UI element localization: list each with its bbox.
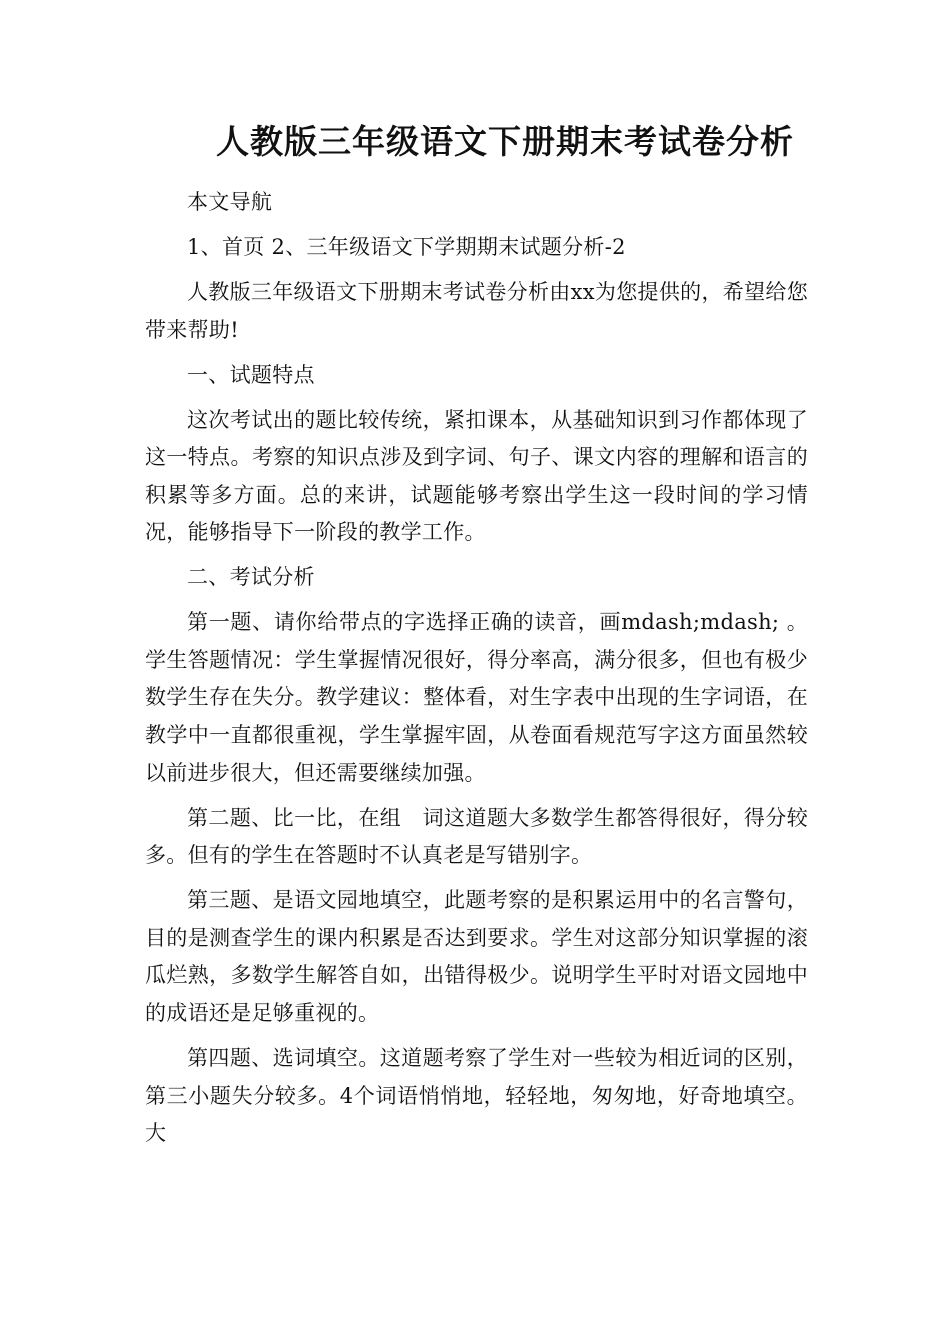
section-heading-features: 一、试题特点 xyxy=(187,362,315,387)
paragraph-question-4: 第四题、选词填空。这道题考察了学生对一些较为相近词的区别，第三小题失分较多。4个词语悄悄地，轻轻地，匆匆地，好奇地填空。大 xyxy=(145,1045,808,1146)
document-body xyxy=(145,184,808,1160)
paragraph-question-1: 第一题、请你给带点的字选择正确的读音，画mdash;mdash; 。学生答题情况：学生掌握情况很好，得分率高，满分很多，但也有极少数学生存在失分。教学建议：整体看，对生字表中出现的生字词语，在教学中一直都很重视，学生掌握牢固，从卷面看规范写字这方面虽然较以前进步很大，但还需要继续加强。 xyxy=(145,610,808,785)
paragraph-question-2: 第二题、比一比，在组 词这道题大多数学生都答得很好，得分较多。但有的学生在答题时不认真老是写错别字。 xyxy=(145,805,808,868)
paragraph-question-3: 第三题、是语文园地填空，此题考察的是积累运用中的名言警句，目的是测查学生的课内积累是否达到要求。学生对这部分知识掌握的滚瓜烂熟，多数学生解答自如，出错得极少。说明学生平时对语文园地中的成语还是足够重视的。 xyxy=(145,888,808,1025)
paragraph-navigation-heading: 本文导航 xyxy=(187,190,273,214)
section-heading-analysis: 二、考试分析 xyxy=(187,565,315,590)
document-title: 人教版三年级语文下册期末考试卷分析 xyxy=(216,122,794,161)
paragraph-features: 这次考试出的题比较传统，紧扣课本，从基础知识到习作都体现了这一特点。考察的知识点涉及到字词、句子、课文内容的理解和语言的积累等多方面。总的来讲，试题能够考察出学生这一段时间的学习情况，能够指导下一阶段的教学工作。 xyxy=(145,407,808,545)
paragraph-navigation-links: 1、首页 2、三年级语文下学期期末试题分析-2 xyxy=(187,234,626,259)
paragraph-intro: 人教版三年级语文下册期末考试卷分析由xx为您提供的，希望给您带来帮助! xyxy=(145,279,808,342)
